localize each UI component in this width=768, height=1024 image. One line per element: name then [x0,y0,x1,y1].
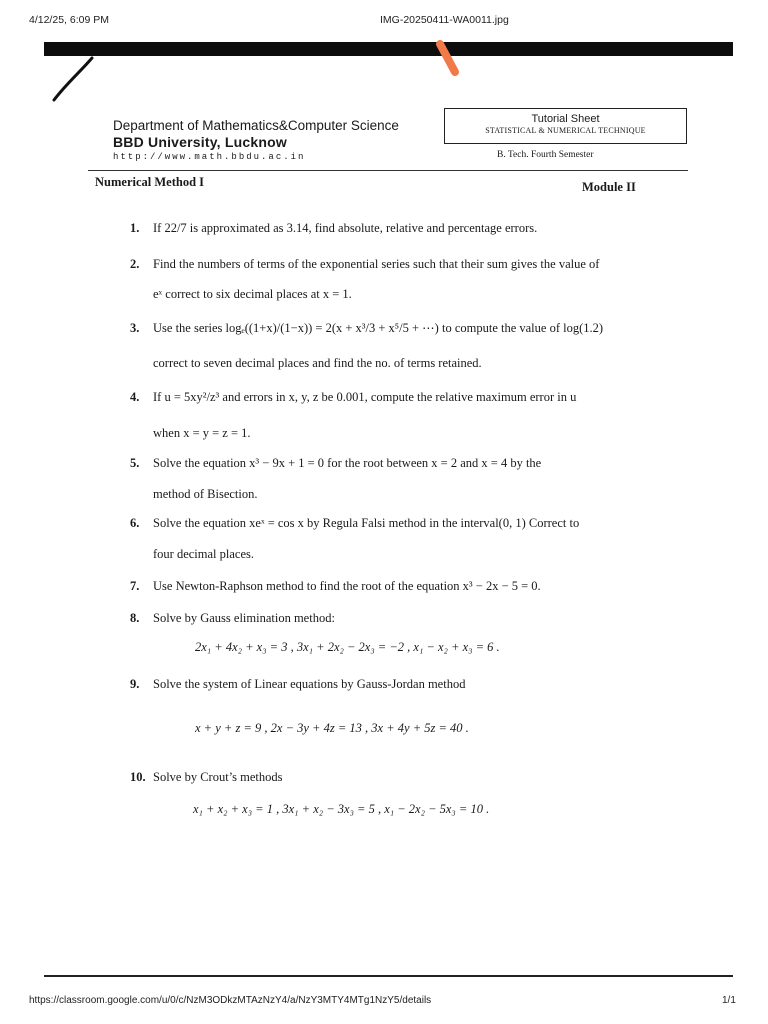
semester: B. Tech. Fourth Semester [497,150,594,160]
department-name: Department of Mathematics&Computer Science [113,118,399,133]
question-text: Solve the equation xeˣ = cos x by Regula Falsi method in the interval(0, 1) Correct to [153,516,580,530]
department-block [113,118,399,162]
print-datetime: 4/12/25, 6:09 PM [29,14,109,26]
print-url: https://classroom.google.com/u/0/c/NzM3ODkzMTAzNzY4/a/NzY3MTY4MTg1NzY5/details [29,995,432,1006]
university-name: BBD University, Lucknow [113,134,287,150]
course-title: Numerical Method I [95,175,205,189]
question-number: 8. [130,611,140,625]
question-text: If 22/7 is approximated as 3.14, find absolute, relative and percentage errors. [153,221,538,235]
question-number: 1. [130,221,140,235]
question-text-cont: eˣ correct to six decimal places at x = 1. [153,287,352,301]
question-number: 5. [130,456,140,470]
question-text-cont: when x = y = z = 1. [153,426,251,440]
tutorial-sheet-box [444,108,687,144]
sheet-title: Tutorial Sheet [531,113,600,125]
page-bottom-rule [44,975,733,977]
equation-q10: x₁ + x₂ + x₃ = 1 , 3x₁ + x₂ − 3x₃ = 5 , x₁ − 2x₂ − 5x₃ = 10 . [193,802,490,816]
question-text: Solve the equation x³ − 9x + 1 = 0 for the root between x = 2 and x = 4 by the [153,456,542,470]
question-text-cont: four decimal places. [153,547,254,561]
print-page-number: 1/1 [722,995,736,1006]
question-number: 6. [130,516,140,530]
question-number: 4. [130,390,140,404]
question-text: Solve the system of Linear equations by Gauss-Jordan method [153,677,466,691]
header-rule [88,170,688,171]
question-text: Use Newton-Raphson method to find the root of the equation x³ − 2x − 5 = 0. [153,579,541,593]
module-label: Module II [582,180,636,194]
print-filename: IMG-20250411-WA0011.jpg [380,14,509,26]
question-number: 9. [130,677,140,691]
question-text: If u = 5xy²/z³ and errors in x, y, z be 0.001, compute the relative maximum error in u [153,390,577,404]
university-website: http://www.math.bbdu.ac.in [113,152,306,162]
question-number: 2. [130,257,140,271]
question-text-cont: method of Bisection. [153,487,258,501]
question-number: 10. [130,770,146,784]
equation-q8: 2x₁ + 4x₂ + x₃ = 3 , 3x₁ + 2x₂ − 2x₃ = −2 , x₁ − x₂ + x₃ = 6 . [195,640,500,654]
question-text: Use the series logₑ((1+x)/(1−x)) = 2(x + x³/3 + x⁵/5 + ⋯) to compute the value of log(1.2) [153,321,604,335]
sheet-subject: STATISTICAL & NUMERICAL TECHNIQUE [485,126,646,135]
question-number: 7. [130,579,140,593]
question-text: Solve by Gauss elimination method: [153,611,335,625]
scan-top-bar [44,42,733,56]
equation-q9: x + y + z = 9 , 2x − 3y + 4z = 13 , 3x + 4y + 5z = 40 . [195,721,469,735]
question-text-cont: correct to seven decimal places and find the no. of terms retained. [153,356,482,370]
question-text: Solve by Crout’s methods [153,770,283,784]
question-number: 3. [130,321,140,335]
question-text: Find the numbers of terms of the exponential series such that their sum gives the value of [153,257,600,271]
